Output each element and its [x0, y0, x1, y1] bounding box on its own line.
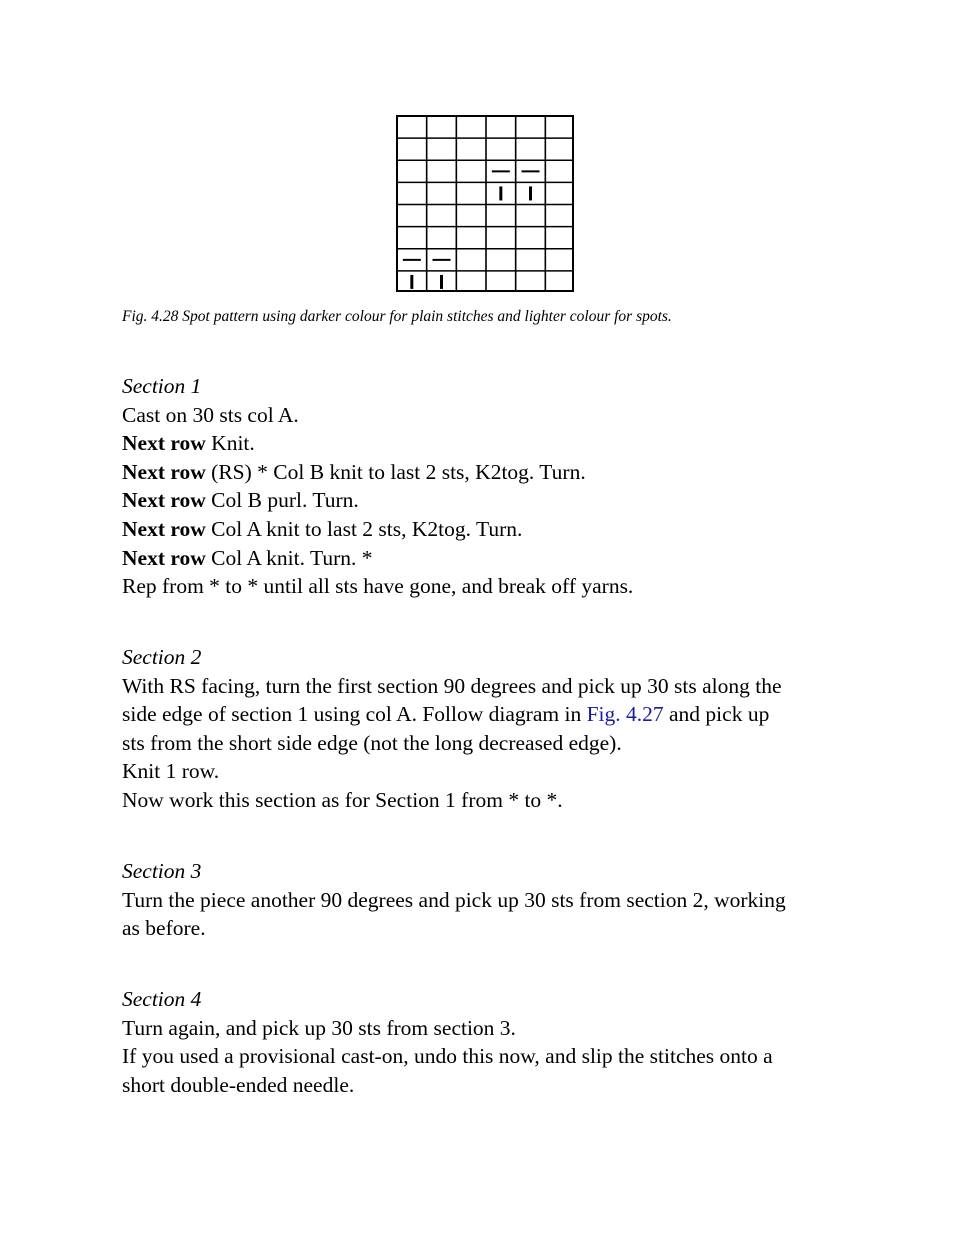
row-text: (RS) * Col B knit to last 2 sts, K2tog. Turn.: [205, 459, 586, 484]
line-text: and pick up: [663, 702, 770, 727]
figure-caption: Fig. 4.28 Spot pattern using darker colour for plain stitches and lighter colour for spots.: [122, 308, 672, 325]
chart-border: [397, 116, 573, 291]
section-4-title: Section 4: [122, 987, 202, 1011]
section-4-line: short double-ended needle.: [122, 1072, 355, 1097]
section-1-title: Section 1: [122, 374, 202, 398]
section-1-line: Rep from * to * until all sts have gone, and break off yarns.: [122, 574, 634, 599]
line-text: side edge of section 1 using col A. Follow diagram in: [122, 702, 587, 727]
row-label: Next row: [122, 488, 206, 513]
section-3-line: as before.: [122, 916, 206, 941]
section-3: [122, 857, 862, 943]
section-2-line: Knit 1 row.: [122, 759, 220, 784]
section-1-row: [122, 544, 862, 573]
section-1-row: [122, 458, 862, 487]
section-1-row: [122, 486, 862, 515]
section-3-title: Section 3: [122, 859, 202, 883]
figure-link[interactable]: Fig. 4.27: [586, 702, 664, 727]
row-label: Next row: [122, 431, 206, 456]
section-3-line: Turn the piece another 90 degrees and pick up 30 sts from section 2, working: [122, 887, 786, 912]
section-2-line: Now work this section as for Section 1 from * to *.: [122, 787, 563, 812]
row-text: Col A knit to last 2 sts, K2tog. Turn.: [205, 516, 523, 541]
row-label: Next row: [122, 516, 206, 541]
spot-pattern-chart: [396, 115, 576, 295]
section-2-line: [122, 700, 862, 729]
section-1-row: [122, 429, 862, 458]
section-2-title: Section 2: [122, 645, 202, 669]
section-4-line: If you used a provisional cast-on, undo this now, and slip the stitches onto a: [122, 1044, 773, 1069]
section-1-row: [122, 515, 862, 544]
section-2: [122, 643, 862, 815]
section-2-line: With RS facing, turn the first section 90 degrees and pick up 30 sts along the: [122, 673, 782, 698]
row-text: Col A knit. Turn. *: [205, 545, 373, 570]
section-2-line: sts from the short side edge (not the long decreased edge).: [122, 730, 622, 755]
row-text: Knit.: [205, 431, 255, 456]
section-1: [122, 372, 862, 601]
section-1-line: Cast on 30 sts col A.: [122, 402, 299, 427]
row-text: Col B purl. Turn.: [205, 488, 359, 513]
row-label: Next row: [122, 545, 206, 570]
section-4-line: Turn again, and pick up 30 sts from section 3.: [122, 1015, 516, 1040]
row-label: Next row: [122, 459, 206, 484]
section-4: [122, 985, 862, 1099]
